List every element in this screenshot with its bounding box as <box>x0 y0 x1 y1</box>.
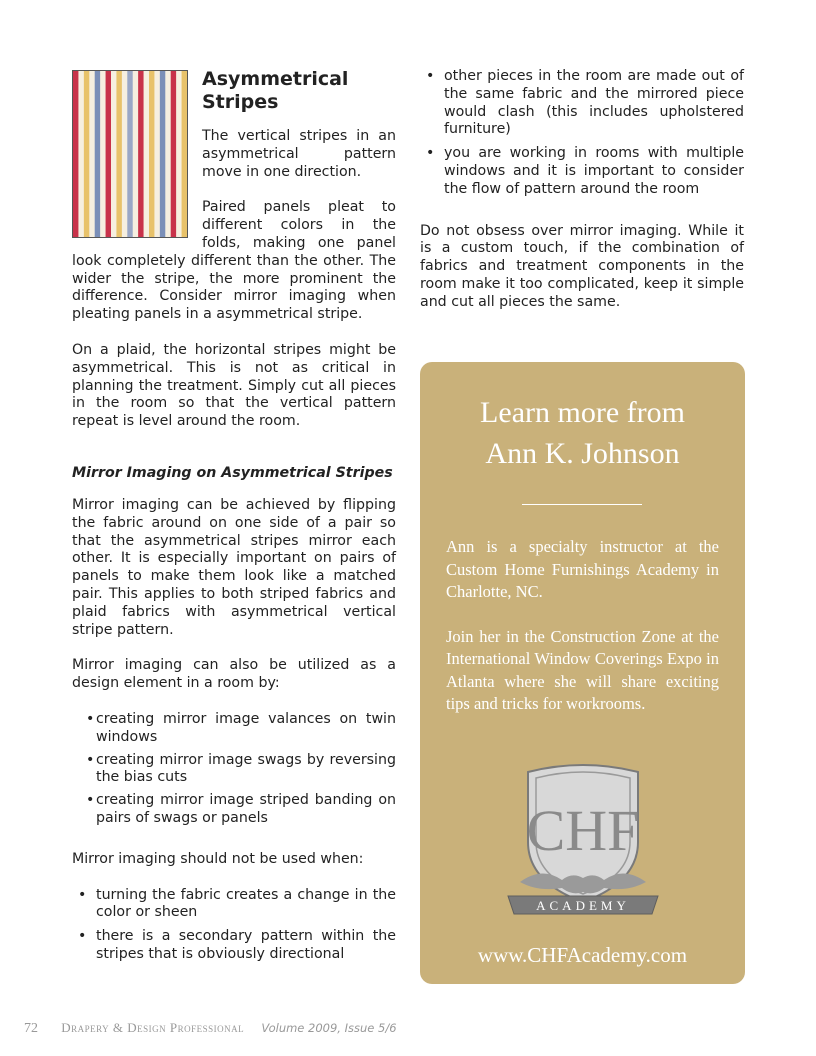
subheading-mirror-imaging: Mirror Imaging on Asymmetrical Stripes <box>72 464 393 481</box>
promo-title: Learn more from Ann K. Johnson <box>480 396 685 470</box>
issue-info: Volume 2009, Issue 5/6 <box>261 1021 397 1035</box>
crest-letters: CHF <box>526 798 640 863</box>
page-footer <box>24 1020 397 1037</box>
paragraph-should-not: Mirror imaging should not be used when: <box>72 850 364 867</box>
list-item: • other pieces in the room are made out of the same fabric and the mirrored piece would clash (this includes upholstered furniture) <box>426 68 744 138</box>
paragraph-intro: The vertical stripes in an asymmetrical pattern move in one direction. <box>202 128 396 180</box>
design-element-list <box>86 711 396 828</box>
fabric-stripe <box>127 71 133 237</box>
fabric-stripe <box>95 71 101 237</box>
fabric-stripe <box>133 71 139 237</box>
promo-instructor-text: Ann is a specialty instructor at the Custom Home Furnishings Academy in Charlotte, NC. <box>446 537 719 601</box>
paragraph-do-not-obsess: Do not obsess over mirror imaging. While it is a custom touch, if the combination of fabrics and treatment components in the room make it too complicated, keep it simple and cut all pieces the same. <box>420 222 744 310</box>
paragraph-design-element: Mirror imaging can also be utilized as a design element in a room by: <box>72 657 396 692</box>
list-item: • you are working in rooms with multiple windows and it is important to consider the flow of pattern around the room <box>426 145 744 197</box>
striped-fabric-swatch <box>72 70 188 238</box>
stripe-pattern-image <box>73 71 187 237</box>
fabric-stripe <box>171 71 177 237</box>
list-item: • there is a secondary pattern within the stripes that is obviously directional <box>78 928 396 962</box>
fabric-stripe <box>182 71 187 237</box>
list-item: • creating mirror image swags by reversing the bias cuts <box>86 751 396 786</box>
fabric-stripe <box>165 71 171 237</box>
crest-banner-text: ACADEMY <box>536 898 630 913</box>
list-item: • creating mirror image valances on twin windows <box>86 710 396 745</box>
fabric-stripe <box>122 71 128 237</box>
fabric-stripe <box>138 71 144 237</box>
page-number: 72 <box>24 1021 38 1036</box>
not-used-list-left <box>78 887 396 964</box>
promo-expo-text: Join her in the Construction Zone at the International Window Coverings Expo in Atlanta where she will share exciting tips and tricks for workrooms. <box>446 626 719 713</box>
list-item: • creating mirror image striped banding on pairs of swags or panels <box>86 792 396 826</box>
promo-body <box>446 536 719 716</box>
fabric-stripe <box>111 71 117 237</box>
fabric-stripe <box>154 71 160 237</box>
left-column <box>72 68 396 970</box>
promo-box <box>420 362 745 984</box>
fabric-stripe <box>160 71 166 237</box>
paragraph-plaid: On a plaid, the horizontal stripes might be asymmetrical. This is not as critical in planning the treatment. Simply cut all pieces in the room so that the vertical pattern repeat is level around the room. <box>72 341 396 430</box>
fabric-stripe <box>73 71 79 237</box>
fabric-stripe <box>89 71 95 237</box>
right-column <box>420 68 744 312</box>
publication-name: Drapery & Design Professional <box>61 1020 245 1035</box>
promo-divider <box>522 504 642 505</box>
fabric-stripe <box>149 71 155 237</box>
not-used-list-right <box>426 68 744 199</box>
fabric-stripe <box>116 71 122 237</box>
paragraph-mirror-imaging: Mirror imaging can be achieved by flipping the fabric around on one side of a pair so that the asymmetrical stripes mirror each other. It is especially important on pairs of panels to make them look like a matched pair. This applies to both striped fabrics and plaid fabrics with asymmetrical vertical stripe pattern. <box>72 496 396 638</box>
article-heading: Asymmetrical Stripes <box>202 68 349 113</box>
fabric-stripe <box>100 71 106 237</box>
promo-website-link[interactable]: www.CHFAcademy.com <box>477 943 688 967</box>
fabric-stripe <box>176 71 182 237</box>
fabric-stripe <box>144 71 150 237</box>
fabric-stripe <box>78 71 84 237</box>
list-item: • turning the fabric creates a change in the color or sheen <box>78 886 396 921</box>
fabric-stripe <box>84 71 90 237</box>
paragraph-paired-panels: Paired panels pleat to different colors in the folds, making one panel look completely different than the other. The wider the stripe, the more prominent the difference. Consider mirror imaging when pleating panels in a asymmetrical stripe. <box>72 199 396 323</box>
fabric-stripe <box>106 71 112 237</box>
chf-academy-logo <box>502 754 664 926</box>
